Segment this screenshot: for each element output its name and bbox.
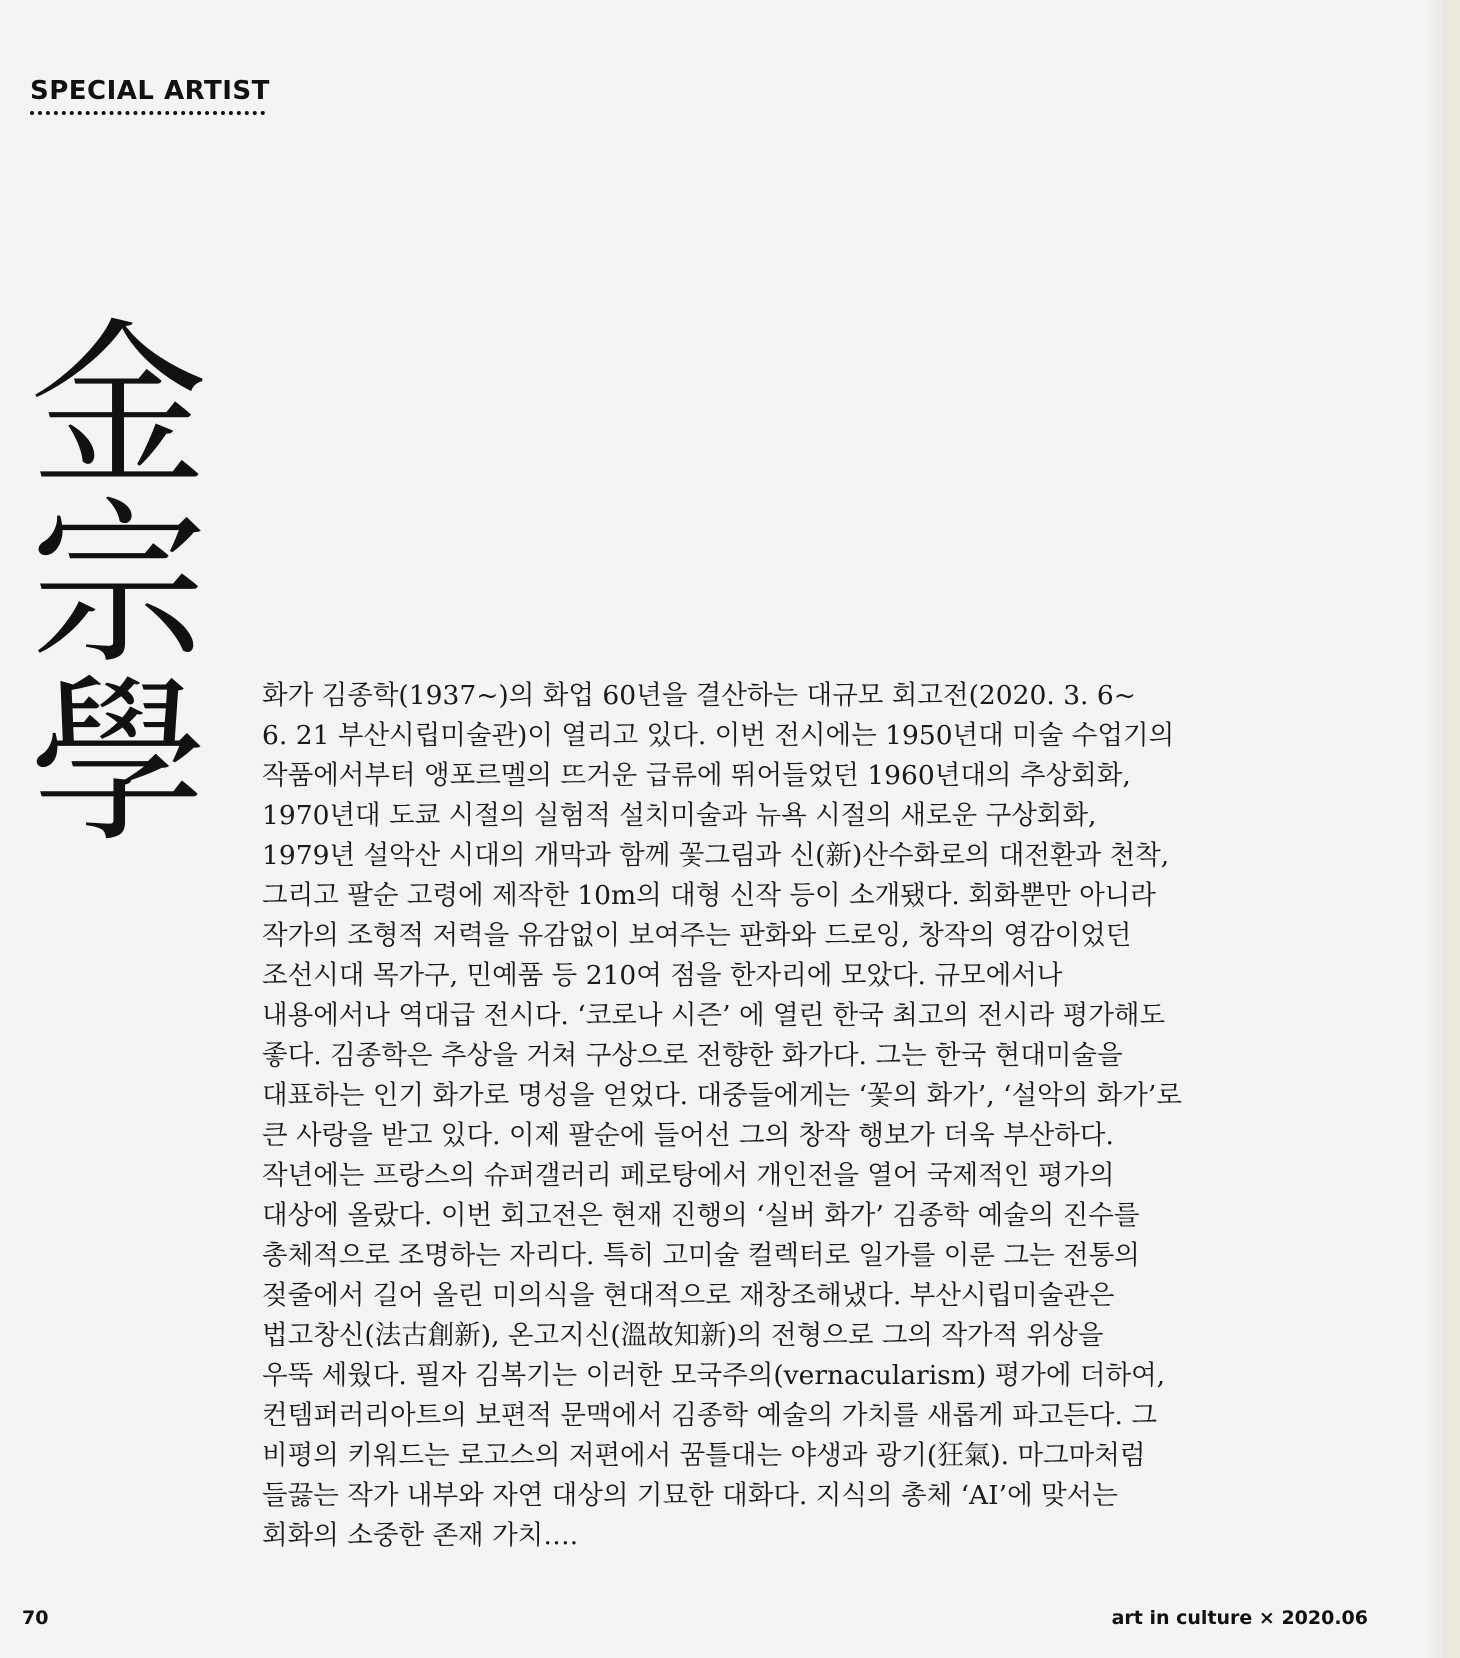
article-line: 젖줄에서 길어 올린 미의식을 현대적으로 재창조해냈다. 부산시립미술관은 [262,1280,1115,1311]
article-lead-text [262,676,1322,1556]
article-line: 법고창신(法古創新), 온고지신(溫故知新)의 전형으로 그의 작가적 위상을 [262,1320,1104,1351]
artist-name-hanja [30,303,220,866]
article-line: 작품에서부터 앵포르멜의 뜨거운 급류에 뛰어들었던 1960년대의 추상회화, [262,760,1131,791]
publication-footer: art in culture × 2020.06 [1111,1607,1368,1629]
article-line: 6. 21 부산시립미술관)이 열리고 있다. 이번 전시에는 1950년대 미술 수업기의 [262,720,1175,751]
article-line: 내용에서나 역대급 전시다. ‘코로나 시즌’ 에 열린 한국 최고의 전시라 평가해도 [262,1000,1166,1031]
article-line: 1970년대 도쿄 시절의 실험적 설치미술과 뉴욕 시절의 새로운 구상회화, [262,800,1097,831]
section-label: SPECIAL ARTIST [30,76,270,106]
article-line: 1979년 설악산 시대의 개막과 함께 꽃그림과 신(新)산수화로의 대전환과 천착, [262,840,1170,871]
article-line: 작가의 조형적 저력을 유감없이 보여주는 판화와 드로잉, 창작의 영감이었던 [262,920,1132,951]
hanja-char-jong: 宗 [30,481,208,688]
article-line: 들끓는 작가 내부와 자연 대상의 기묘한 대화다. 지식의 총체 ‘AI’에 맞서는 [262,1480,1118,1511]
article-line: 비평의 키워드는 로고스의 저편에서 꿈틀대는 야생과 광기(狂氣). 마그마처럼 [262,1440,1146,1471]
article-line: 큰 사랑을 받고 있다. 이제 팔순에 들어선 그의 창작 행보가 더욱 부산하다. [262,1120,1114,1151]
article-line: 좋다. 김종학은 추상을 거쳐 구상으로 전향한 화가다. 그는 한국 현대미술을 [262,1040,1123,1071]
section-dotted-underline [30,111,265,115]
page-number: 70 [22,1607,49,1629]
hanja-char-kim: 金 [30,303,208,510]
article-line: 그리고 팔순 고령에 제작한 10m의 대형 신작 등이 소개됐다. 회화뿐만 아니라 [262,880,1156,911]
article-line: 대표하는 인기 화가로 명성을 얻었다. 대중들에게는 ‘꽃의 화가’, ‘설악의 화가’로 [262,1080,1182,1111]
article-line: 화가 김종학(1937~)의 화업 60년을 결산하는 대규모 회고전(2020. 3. 6~ [262,680,1136,711]
article-line: 우뚝 세웠다. 필자 김복기는 이러한 모국주의(vernacularism) 평가에 더하여, [262,1360,1166,1391]
article-line: 컨템퍼러리아트의 보편적 문맥에서 김종학 예술의 가치를 새롭게 파고든다. 그 [262,1400,1157,1431]
article-line: 조선시대 목가구, 민예품 등 210여 점을 한자리에 모았다. 규모에서나 [262,960,1063,991]
hanja-char-hak: 學 [30,659,208,866]
page-edge-shadow [1426,0,1460,1658]
article-line: 작년에는 프랑스의 슈퍼갤러리 페로탕에서 개인전을 열어 국제적인 평가의 [262,1160,1115,1191]
article-line: 회화의 소중한 존재 가치…. [262,1520,579,1551]
article-line: 대상에 올랐다. 이번 회고전은 현재 진행의 ‘실버 화가’ 김종학 예술의 진수를 [262,1200,1140,1231]
article-line: 총체적으로 조명하는 자리다. 특히 고미술 컬렉터로 일가를 이룬 그는 전통의 [262,1240,1140,1271]
